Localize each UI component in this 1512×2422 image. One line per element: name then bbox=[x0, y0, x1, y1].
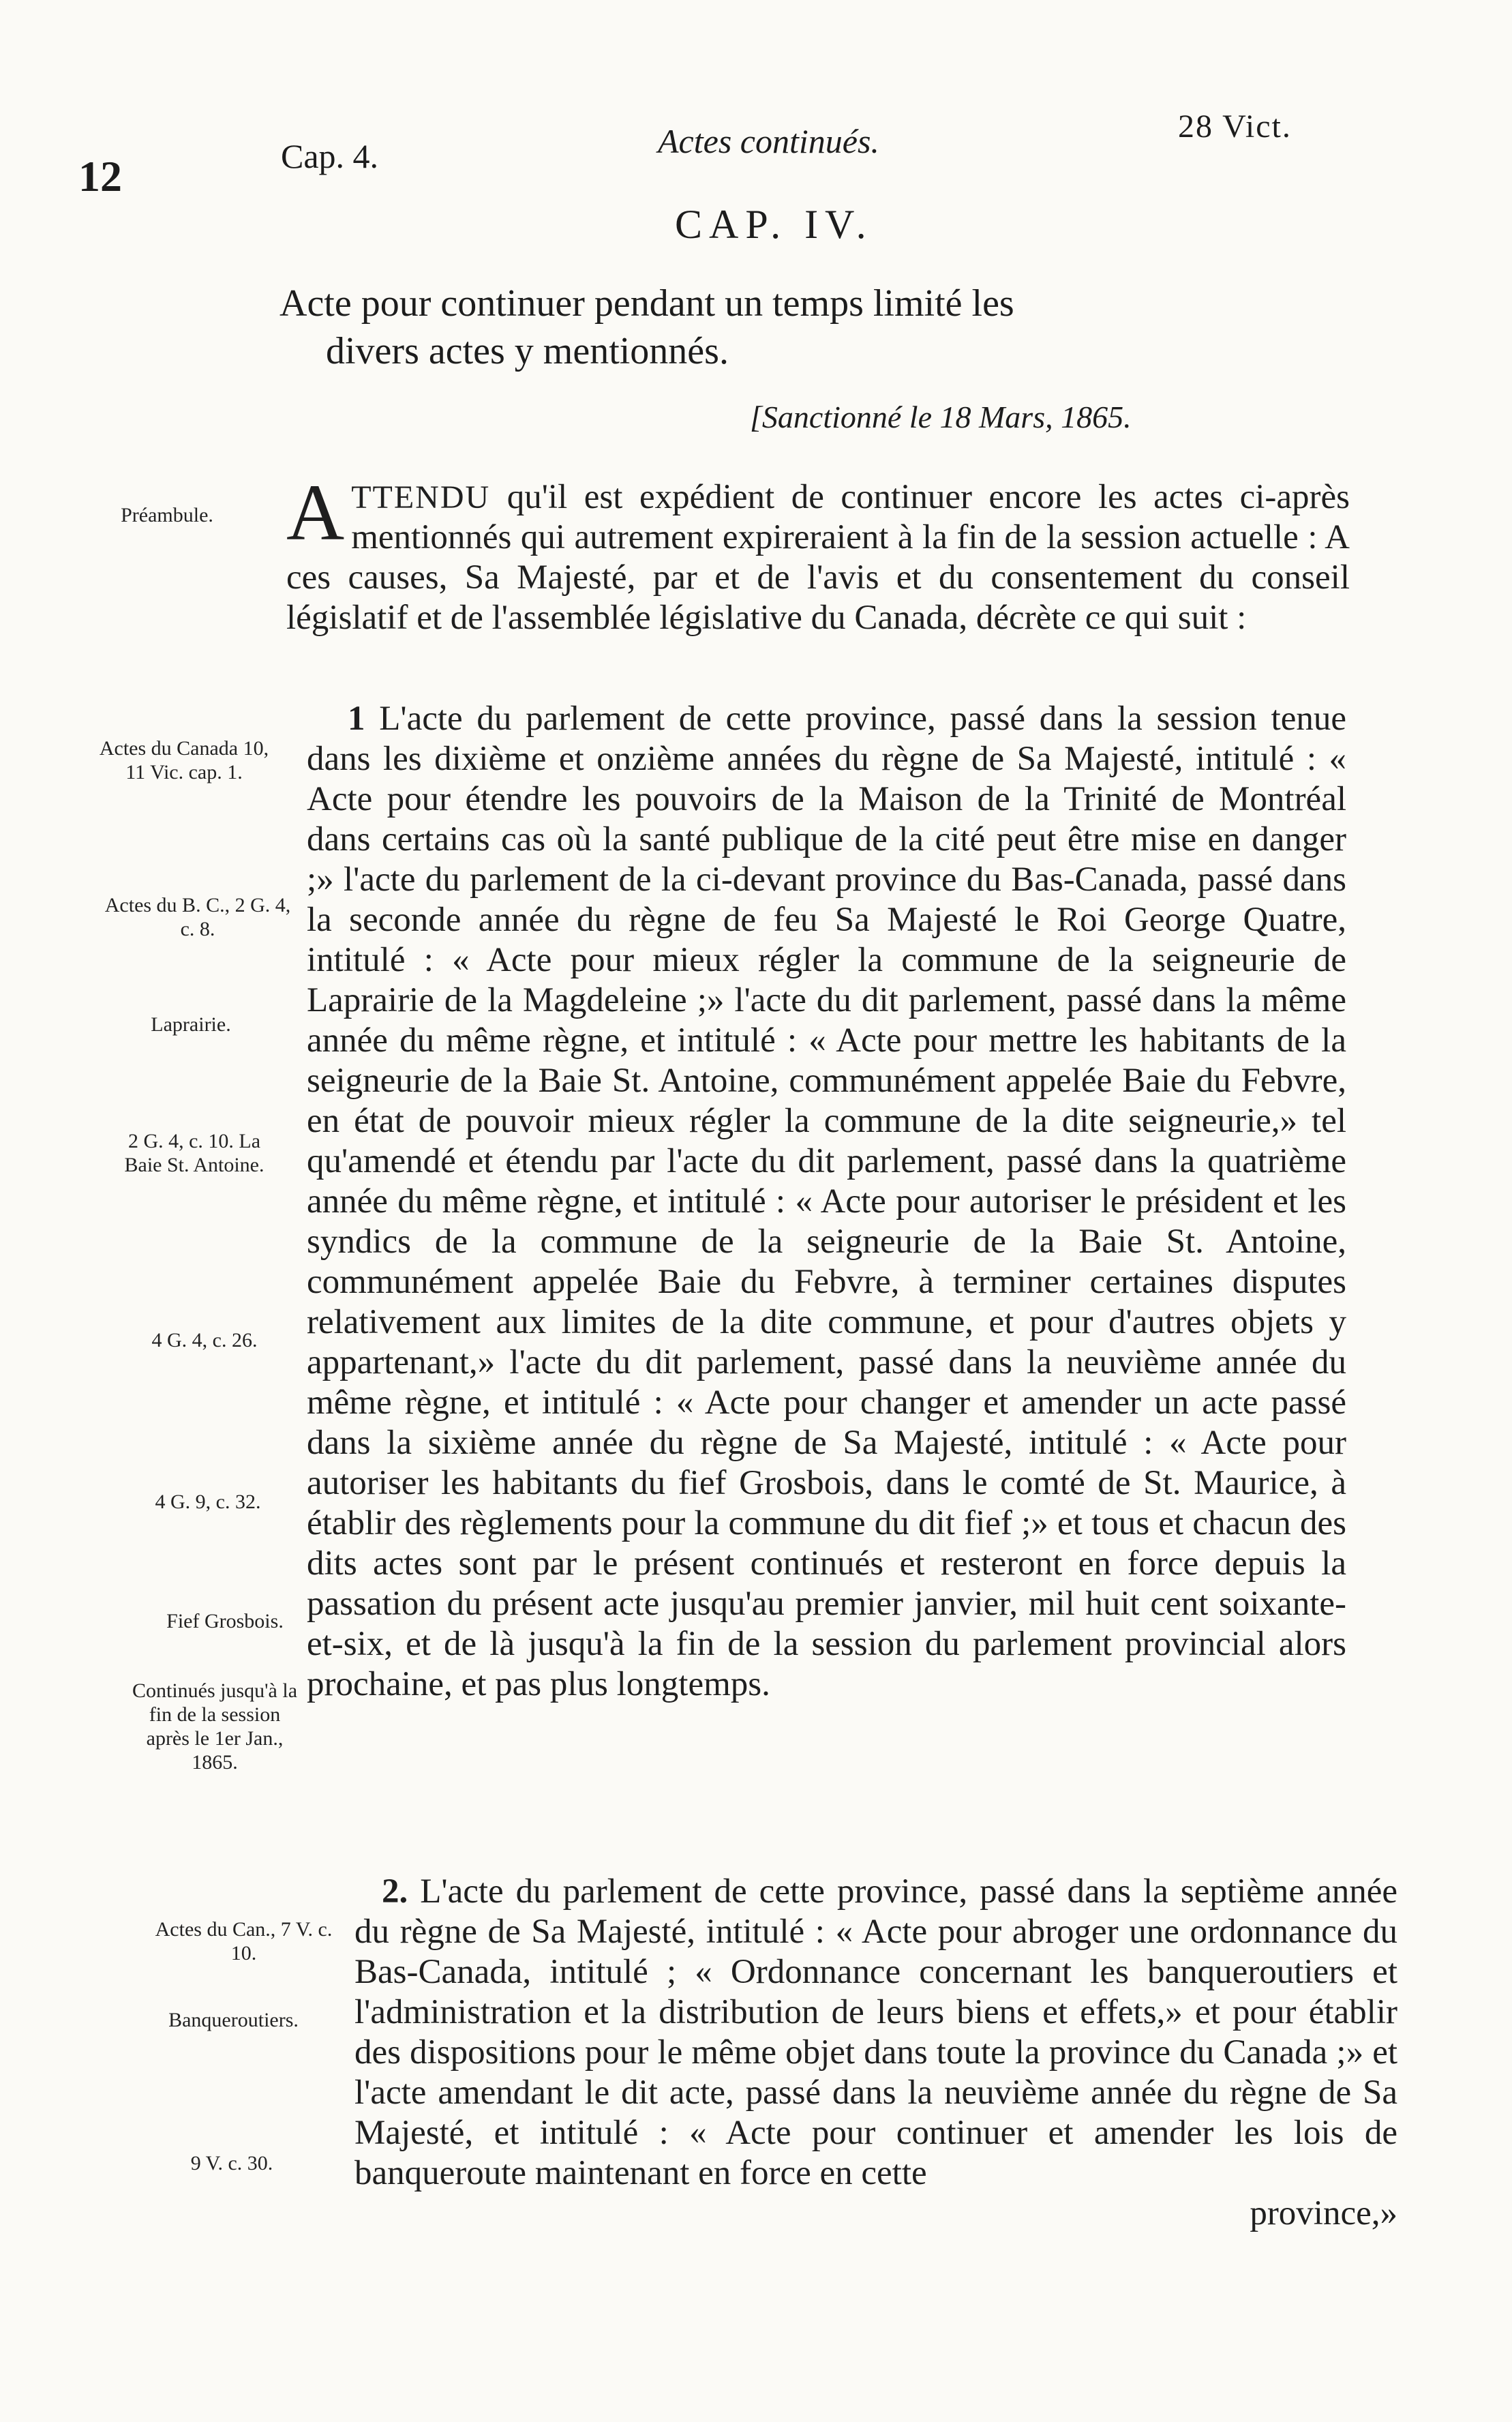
chapter-heading: CAP. IV. bbox=[675, 202, 873, 247]
regnal-year: 28 Vict. bbox=[1178, 108, 1292, 145]
chapter-header: Cap. 4. bbox=[281, 137, 379, 175]
preamble bbox=[286, 468, 1350, 638]
margin-note-preambule: Préambule. bbox=[121, 504, 213, 526]
preamble-dropcap: A bbox=[286, 468, 345, 557]
margin-note-4g4c26: 4 G. 4, c. 26. bbox=[151, 1329, 258, 1351]
margin-note-actes-canada: Actes du Canada 10, 11 Vic. cap. 1. bbox=[99, 737, 269, 783]
margin-note-laprairie: Laprairie. bbox=[151, 1013, 231, 1036]
margin-note-baie-st-antoine: 2 G. 4, c. 10. La Baie St. Antoine. bbox=[124, 1130, 264, 1176]
margin-note-actes-can-7v: Actes du Can., 7 V. c. 10. bbox=[155, 1918, 333, 1964]
section-2-number: 2. bbox=[382, 1872, 408, 1911]
preamble-lead: TTENDU bbox=[351, 479, 491, 515]
page-number: 12 bbox=[78, 152, 122, 200]
section-2-text: L'acte du parlement de cette province, passé dans la septième année du règne de Sa Majesté, intitulé : « Acte pour abroger une ordonnance du Bas-Canada, intitulé ; « Ordonnance concernant les banqueroutiers et l'administration et la distribution de leurs biens et effets,» et pour établir des dispositions pour le même objet dans toute la province du Canada ;» et l'acte amendant le dit acte, passé dans la neuvième année du règne de Sa Majesté, et intitulé : « Acte pour continuer et amender les lois de banqueroute maintenant en force en cette bbox=[354, 1872, 1397, 2192]
act-title bbox=[279, 280, 1343, 375]
margin-note-actes-bc: Actes du B. C., 2 G. 4, c. 8. bbox=[104, 894, 291, 940]
section-2-last-line: province,» bbox=[1250, 2194, 1397, 2232]
margin-note-4g9c32: 4 G. 9, c. 32. bbox=[155, 1491, 261, 1513]
section-1-text: L'acte du parlement de cette province, passé dans la session tenue dans les dixième et onzième années du règne de Sa Majesté, intitulé : « Acte pour étendre les pouvoirs de la Maison de la Trinité de Montréal dans certains cas où la santé publique de la cité peut être mise en danger ;» l'acte du parlement de la ci-devant province du Bas-Canada, passé dans la seconde année du règne de feu Sa Majesté le Roi George Quatre, intitulé : « Acte pour mieux régler la commune de la seigneurie de Laprairie de la Magdeleine ;» l'acte du dit parlement, passé dans la même année du même règne, et intitulé : « Acte pour mettre les habitants de la seigneurie de la Baie St. Antoine, communément appelée Baie du Febvre, en état de pouvoir mieux régler la commune de la dite seigneurie,» tel qu'amendé et étendu par l'acte du dit parlement, passé dans la quatrième année du même règne, et intitulé : « Acte pour autoriser le président et les syndics de la commune de la seigneurie de la Baie St. Antoine, communément appelée Baie du Febvre, à terminer certaines disputes relativement aux limites de la dite commune, et pour d'autres objets y appartenant,» l'acte du dit parlement, passé dans la neuvième année du même règne, et intitulé : « Acte pour changer et amender un acte passé dans la sixième année du règne de Sa Majesté, intitulé : « Acte pour autoriser les habitants du fief Grosbois, dans le comté de St. Maurice, à établir des règlements pour la commune du dit fief ;» et tous et chacun des dits actes sont par le présent continués et resteront en force depuis la passation du présent acte jusqu'au premier janvier, mil huit cent soixante-et-six, et de là jusqu'à la fin de la session du parlement provincial alors prochaine, et pas plus longtemps. bbox=[307, 700, 1346, 1703]
act-title-line1: Acte pour continuer pendant un temps limité les bbox=[279, 282, 1014, 325]
margin-note-continues: Continués jusqu'à la fin de la session après le 1er Jan., 1865. bbox=[132, 1679, 298, 1774]
margin-note-banqueroutiers: Banqueroutiers. bbox=[168, 2009, 299, 2031]
margin-note-fief-grosbois: Fief Grosbois. bbox=[166, 1610, 284, 1632]
margin-note-9vc30: 9 V. c. 30. bbox=[190, 2152, 273, 2174]
preamble-text: qu'il est expédient de continuer encore les actes ci-après mentionnés qui autrement expireraient à la fin de la session actuelle : A ces causes, Sa Majesté, par et de l'avis et du consentement du conseil législatif et de l'assemblée législative du Canada, décrète ce qui suit : bbox=[286, 478, 1350, 637]
act-title-line2: divers actes y mentionnés. bbox=[326, 330, 729, 372]
section-2 bbox=[354, 1872, 1397, 2234]
section-1-number: 1 bbox=[348, 700, 365, 738]
section-1 bbox=[307, 699, 1346, 1705]
running-title: Actes continués. bbox=[658, 122, 879, 160]
sanction-date: [Sanctionné le 18 Mars, 1865. bbox=[750, 400, 1132, 434]
